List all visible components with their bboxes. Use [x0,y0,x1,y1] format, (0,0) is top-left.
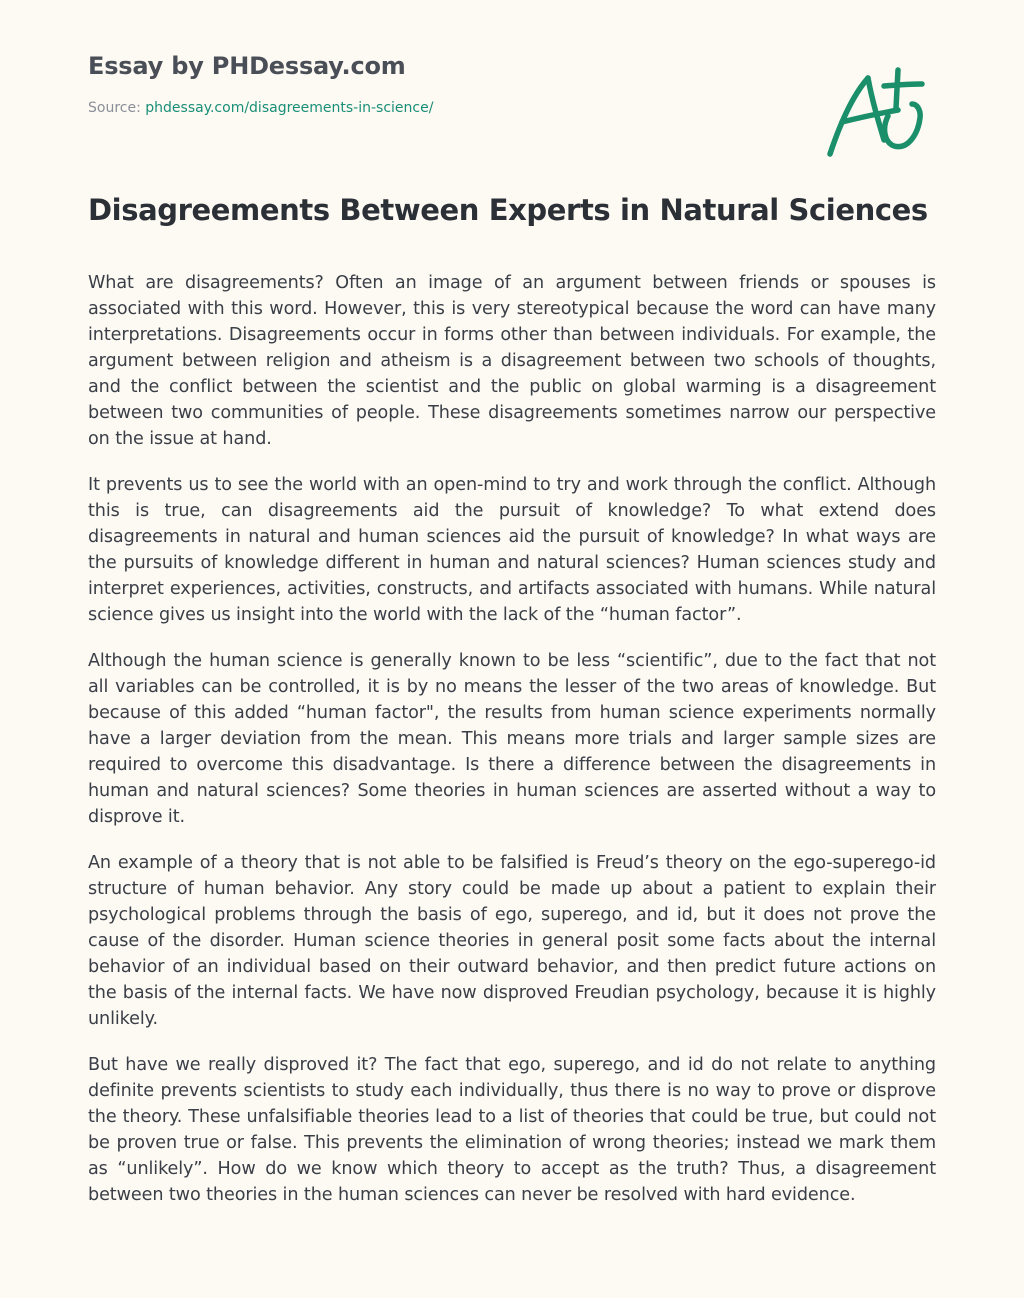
header [88,50,688,118]
source-line [88,98,688,118]
paragraph: But have we really disproved it? The fact that ego, superego, and id do not relate to anything definite prevents scientists to study each individually, thus there is no way to prove or disprove the theory. These unfalsifiable theories lead to a list of theories that could be true, but could not be proven true or false. This prevents the elimination of wrong theories; instead we mark them as “unlikely”. How do we know which theory to accept as the truth? Thus, a disagreement between two theories in the human sciences can never be resolved with hard evidence. [88,1055,936,1205]
essay-body [88,270,936,1248]
site-brand[interactable]: Essay by PHDessay.com [88,52,406,80]
source-label: Source: [88,100,141,116]
paragraph: Although the human science is generally known to be less “scientific”, due to the fact that not all variables can be controlled, it is by no means the lesser of the two areas of knowledge. But because of this added “human factor", the results from human science experiments normally have a larger deviation from the mean. This means more trials and larger sample sizes are required to overcome this disadvantage. Is there a difference between the disagreements in human and natural sciences? Some theories in human sciences are asserted without a way to disprove it. [88,651,936,827]
a-plus-logo-icon [818,62,930,162]
paragraph: What are disagreements? Often an image of an argument between friends or spouses is associated with this word. However, this is very stereotypical because the word can have many interpretations. Disagreements occur in forms other than between individuals. For example, the argument between religion and atheism is a disagreement between two schools of thoughts, and the conflict between the scientist and the public on global warming is a disagreement between two communities of people. These disagreements sometimes narrow our perspective on the issue at hand. [88,273,936,449]
page-title: Disagreements Between Experts in Natural Sciences [88,193,928,227]
paragraph: An example of a theory that is not able to be falsified is Freud’s theory on the ego-superego-id structure of human behavior. Any story could be made up about a patient to explain their psychological problems through the basis of ego, superego, and id, but it does not prove the cause of the disorder. Human science theories in general posit some facts about the internal behavior of an individual based on their outward behavior, and then predict future actions on the basis of the internal facts. We have now disproved Freudian psychology, because it is highly unlikely. [88,853,936,1029]
paragraph: It prevents us to see the world with an open-mind to try and work through the conflict. Although this is true, can disagreements aid the pursuit of knowledge? To what extend does disagreements in natural and human sciences aid the pursuit of knowledge? In what ways are the pursuits of knowledge different in human and natural sciences? Human sciences study and interpret experiences, activities, constructs, and artifacts associated with humans. While natural science gives us insight into the world with the lack of the “human factor”. [88,475,936,625]
source-link[interactable]: phdessay.com/disagreements-in-science/ [145,100,434,116]
